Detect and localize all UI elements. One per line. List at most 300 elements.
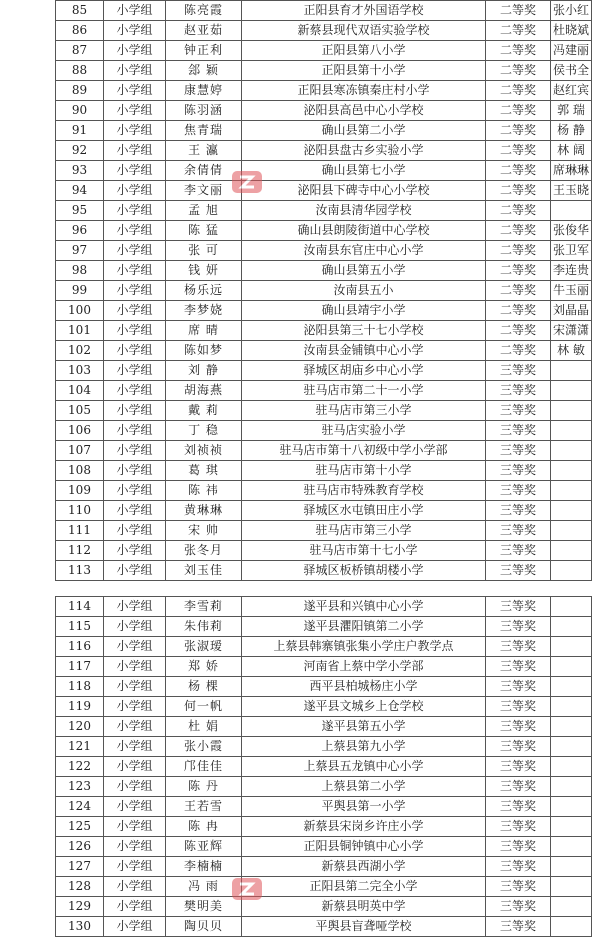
row-number: 87 [56, 41, 104, 61]
row-number: 89 [56, 81, 104, 101]
student-name: 焦青瑞 [166, 121, 242, 141]
student-name: 陈羽涵 [166, 101, 242, 121]
table-row [56, 441, 592, 461]
group-cell: 小学组 [104, 817, 166, 837]
school-name: 上蔡县五龙镇中心小学 [242, 757, 486, 777]
school-name: 驻马店市第三小学 [242, 521, 486, 541]
school-name: 上蔡县韩寨镇张集小学庄户教学点 [242, 637, 486, 657]
award-level: 二等奖 [486, 141, 551, 161]
teacher-name [551, 441, 592, 461]
student-name: 陈如梦 [166, 341, 242, 361]
group-cell: 小学组 [104, 421, 166, 441]
row-number: 88 [56, 61, 104, 81]
award-level: 三等奖 [486, 697, 551, 717]
school-name: 泌阳县高邑中心小学校 [242, 101, 486, 121]
group-cell: 小学组 [104, 241, 166, 261]
table-row [56, 421, 592, 441]
award-level: 二等奖 [486, 241, 551, 261]
table-row [56, 281, 592, 301]
award-level: 三等奖 [486, 561, 551, 581]
school-name: 汝南县清华园学校 [242, 201, 486, 221]
row-number: 93 [56, 161, 104, 181]
school-name: 泌阳县第三十七小学校 [242, 321, 486, 341]
student-name: 孟 旭 [166, 201, 242, 221]
student-name: 刘祯祯 [166, 441, 242, 461]
row-number: 109 [56, 481, 104, 501]
school-name: 驿城区水屯镇田庄小学 [242, 501, 486, 521]
award-level: 二等奖 [486, 121, 551, 141]
group-cell: 小学组 [104, 501, 166, 521]
teacher-name [551, 381, 592, 401]
student-name: 张淑瑷 [166, 637, 242, 657]
school-name: 上蔡县第九小学 [242, 737, 486, 757]
row-number: 108 [56, 461, 104, 481]
row-number: 128 [56, 877, 104, 897]
award-level: 二等奖 [486, 61, 551, 81]
teacher-name [551, 817, 592, 837]
school-name: 驿城区板桥镇胡楼小学 [242, 561, 486, 581]
teacher-name: 牛玉丽 [551, 281, 592, 301]
group-cell: 小学组 [104, 521, 166, 541]
row-number: 110 [56, 501, 104, 521]
student-name: 丁 稳 [166, 421, 242, 441]
row-number: 129 [56, 897, 104, 917]
teacher-name: 侯书全 [551, 61, 592, 81]
row-number: 117 [56, 657, 104, 677]
group-cell: 小学组 [104, 857, 166, 877]
row-number: 107 [56, 441, 104, 461]
award-level: 三等奖 [486, 521, 551, 541]
school-name: 驻马店市第十七小学 [242, 541, 486, 561]
table-row [56, 657, 592, 677]
group-cell: 小学组 [104, 637, 166, 657]
group-cell: 小学组 [104, 341, 166, 361]
row-number: 95 [56, 201, 104, 221]
table-row [56, 321, 592, 341]
table-row [56, 817, 592, 837]
teacher-name [551, 401, 592, 421]
row-number: 114 [56, 597, 104, 617]
teacher-name [551, 917, 592, 937]
student-name: 宋 帅 [166, 521, 242, 541]
group-cell: 小学组 [104, 617, 166, 637]
school-name: 泌阳县下碑寺中心小学校 [242, 181, 486, 201]
group-cell: 小学组 [104, 101, 166, 121]
award-table-bottom [55, 596, 591, 937]
student-name: 何一帆 [166, 697, 242, 717]
award-level: 三等奖 [486, 637, 551, 657]
group-cell: 小学组 [104, 361, 166, 381]
school-name: 新蔡县现代双语实验学校 [242, 21, 486, 41]
award-level: 三等奖 [486, 441, 551, 461]
student-name: 席 晴 [166, 321, 242, 341]
table-row [56, 221, 592, 241]
teacher-name [551, 717, 592, 737]
table-row [56, 837, 592, 857]
teacher-name [551, 501, 592, 521]
table-row [56, 757, 592, 777]
group-cell: 小学组 [104, 441, 166, 461]
group-cell: 小学组 [104, 161, 166, 181]
group-cell: 小学组 [104, 737, 166, 757]
group-cell: 小学组 [104, 281, 166, 301]
group-cell: 小学组 [104, 837, 166, 857]
table-row [56, 897, 592, 917]
table-row [56, 361, 592, 381]
group-cell: 小学组 [104, 21, 166, 41]
student-name: 陈 祎 [166, 481, 242, 501]
teacher-name: 宋潇潇 [551, 321, 592, 341]
row-number: 97 [56, 241, 104, 261]
table-row [56, 81, 592, 101]
school-name: 正阳县铜钟镇中心小学 [242, 837, 486, 857]
row-number: 121 [56, 737, 104, 757]
group-cell: 小学组 [104, 301, 166, 321]
school-name: 西平县柏城杨庄小学 [242, 677, 486, 697]
group-cell: 小学组 [104, 1, 166, 21]
award-level: 三等奖 [486, 381, 551, 401]
award-level: 三等奖 [486, 717, 551, 737]
table-row [56, 617, 592, 637]
row-number: 122 [56, 757, 104, 777]
group-cell: 小学组 [104, 797, 166, 817]
row-number: 112 [56, 541, 104, 561]
school-name: 驻马店市第二十一小学 [242, 381, 486, 401]
teacher-name [551, 461, 592, 481]
teacher-name [551, 597, 592, 617]
teacher-name: 李连贵 [551, 261, 592, 281]
teacher-name [551, 877, 592, 897]
row-number: 124 [56, 797, 104, 817]
student-name: 李雪莉 [166, 597, 242, 617]
award-level: 二等奖 [486, 261, 551, 281]
award-level: 二等奖 [486, 181, 551, 201]
student-name: 陈 丹 [166, 777, 242, 797]
student-name: 赵亚茹 [166, 21, 242, 41]
award-level: 三等奖 [486, 677, 551, 697]
student-name: 郐 颖 [166, 61, 242, 81]
group-cell: 小学组 [104, 461, 166, 481]
table-row [56, 541, 592, 561]
award-level: 二等奖 [486, 81, 551, 101]
award-level: 二等奖 [486, 161, 551, 181]
teacher-name: 张卫军 [551, 241, 592, 261]
award-level: 三等奖 [486, 617, 551, 637]
school-name: 遂平县第五小学 [242, 717, 486, 737]
teacher-name [551, 677, 592, 697]
student-name: 张 可 [166, 241, 242, 261]
teacher-name [551, 737, 592, 757]
student-name: 王 瀛 [166, 141, 242, 161]
teacher-name [551, 521, 592, 541]
student-name: 朱伟莉 [166, 617, 242, 637]
school-name: 上蔡县第二小学 [242, 777, 486, 797]
row-number: 127 [56, 857, 104, 877]
student-name: 郑 娇 [166, 657, 242, 677]
student-name: 刘 静 [166, 361, 242, 381]
group-cell: 小学组 [104, 401, 166, 421]
teacher-name: 林 阔 [551, 141, 592, 161]
table-row [56, 181, 592, 201]
award-level: 二等奖 [486, 41, 551, 61]
student-name: 黄琳琳 [166, 501, 242, 521]
table-row [56, 461, 592, 481]
school-name: 驻马店市第十八初级中学小学部 [242, 441, 486, 461]
award-level: 三等奖 [486, 501, 551, 521]
award-level: 三等奖 [486, 657, 551, 677]
student-name: 张冬月 [166, 541, 242, 561]
table-row [56, 241, 592, 261]
school-name: 汝南县东官庄中心小学 [242, 241, 486, 261]
student-name: 刘玉佳 [166, 561, 242, 581]
teacher-name: 冯建丽 [551, 41, 592, 61]
student-name: 冯 雨 [166, 877, 242, 897]
row-number: 85 [56, 1, 104, 21]
award-level: 三等奖 [486, 857, 551, 877]
group-cell: 小学组 [104, 481, 166, 501]
teacher-name [551, 421, 592, 441]
teacher-name [551, 361, 592, 381]
group-cell: 小学组 [104, 541, 166, 561]
table-row [56, 637, 592, 657]
school-name: 确山县朗陵街道中心学校 [242, 221, 486, 241]
teacher-name [551, 837, 592, 857]
award-level: 二等奖 [486, 201, 551, 221]
group-cell: 小学组 [104, 381, 166, 401]
row-number: 96 [56, 221, 104, 241]
table-row [56, 261, 592, 281]
student-name: 余倩倩 [166, 161, 242, 181]
student-name: 王若雪 [166, 797, 242, 817]
group-cell: 小学组 [104, 561, 166, 581]
student-name: 陈亚辉 [166, 837, 242, 857]
group-cell: 小学组 [104, 757, 166, 777]
group-cell: 小学组 [104, 877, 166, 897]
table-row [56, 597, 592, 617]
award-level: 三等奖 [486, 797, 551, 817]
group-cell: 小学组 [104, 917, 166, 937]
table-row [56, 797, 592, 817]
table-row [56, 21, 592, 41]
group-cell: 小学组 [104, 121, 166, 141]
group-cell: 小学组 [104, 677, 166, 697]
teacher-name [551, 637, 592, 657]
teacher-name: 张俊华 [551, 221, 592, 241]
page-break [0, 588, 600, 596]
row-number: 100 [56, 301, 104, 321]
award-level: 三等奖 [486, 837, 551, 857]
school-name: 河南省上蔡中学小学部 [242, 657, 486, 677]
student-name: 康慧婷 [166, 81, 242, 101]
award-level: 二等奖 [486, 101, 551, 121]
school-name: 正阳县育才外国语学校 [242, 1, 486, 21]
row-number: 118 [56, 677, 104, 697]
award-level: 三等奖 [486, 597, 551, 617]
school-name: 确山县第二小学 [242, 121, 486, 141]
row-number: 91 [56, 121, 104, 141]
school-name: 汝南县五小 [242, 281, 486, 301]
group-cell: 小学组 [104, 221, 166, 241]
teacher-name: 赵红宾 [551, 81, 592, 101]
table-row [56, 857, 592, 877]
school-name: 确山县第五小学 [242, 261, 486, 281]
award-level: 三等奖 [486, 817, 551, 837]
school-name: 确山县第七小学 [242, 161, 486, 181]
teacher-name: 席琳琳 [551, 161, 592, 181]
award-level: 二等奖 [486, 221, 551, 241]
student-name: 戴 莉 [166, 401, 242, 421]
table-row [56, 501, 592, 521]
student-name: 陈 猛 [166, 221, 242, 241]
table-row [56, 917, 592, 937]
school-name: 驿城区胡庙乡中心小学 [242, 361, 486, 381]
row-number: 113 [56, 561, 104, 581]
table-row [56, 41, 592, 61]
school-name: 遂平县文城乡上仓学校 [242, 697, 486, 717]
student-name: 李梦娆 [166, 301, 242, 321]
table-row [56, 521, 592, 541]
table-row [56, 401, 592, 421]
award-level: 二等奖 [486, 281, 551, 301]
teacher-name [551, 697, 592, 717]
row-number: 126 [56, 837, 104, 857]
student-name: 杜 娟 [166, 717, 242, 737]
teacher-name [551, 797, 592, 817]
group-cell: 小学组 [104, 777, 166, 797]
award-level: 三等奖 [486, 401, 551, 421]
school-name: 正阳县第八小学 [242, 41, 486, 61]
row-number: 86 [56, 21, 104, 41]
group-cell: 小学组 [104, 697, 166, 717]
group-cell: 小学组 [104, 61, 166, 81]
award-level: 二等奖 [486, 21, 551, 41]
group-cell: 小学组 [104, 201, 166, 221]
award-level: 三等奖 [486, 877, 551, 897]
award-level: 三等奖 [486, 757, 551, 777]
school-name: 驻马店实验小学 [242, 421, 486, 441]
table-row [56, 141, 592, 161]
table-row [56, 777, 592, 797]
award-level: 三等奖 [486, 361, 551, 381]
teacher-name [551, 897, 592, 917]
student-name: 葛 琪 [166, 461, 242, 481]
group-cell: 小学组 [104, 141, 166, 161]
school-name: 新蔡县宋岗乡许庄小学 [242, 817, 486, 837]
award-level: 三等奖 [486, 421, 551, 441]
student-name: 钱 妍 [166, 261, 242, 281]
student-name: 钟正利 [166, 41, 242, 61]
teacher-name: 林 敏 [551, 341, 592, 361]
table-row [56, 201, 592, 221]
award-table-top [55, 0, 591, 581]
school-name: 泌阳县盘古乡实验小学 [242, 141, 486, 161]
table-row [56, 1, 592, 21]
row-number: 106 [56, 421, 104, 441]
student-name: 邝佳佳 [166, 757, 242, 777]
row-number: 115 [56, 617, 104, 637]
table-row [56, 101, 592, 121]
group-cell: 小学组 [104, 41, 166, 61]
teacher-name: 杜晓斌 [551, 21, 592, 41]
student-name: 胡海燕 [166, 381, 242, 401]
school-name: 驻马店市第十小学 [242, 461, 486, 481]
teacher-name: 刘晶晶 [551, 301, 592, 321]
teacher-name: 张小红 [551, 1, 592, 21]
row-number: 98 [56, 261, 104, 281]
teacher-name: 杨 静 [551, 121, 592, 141]
award-level: 三等奖 [486, 737, 551, 757]
row-number: 120 [56, 717, 104, 737]
school-name: 正阳县寒冻镇秦庄村小学 [242, 81, 486, 101]
teacher-name [551, 777, 592, 797]
table-row [56, 301, 592, 321]
table-row [56, 61, 592, 81]
school-name: 正阳县第十小学 [242, 61, 486, 81]
teacher-name: 王玉晓 [551, 181, 592, 201]
table-row [56, 561, 592, 581]
row-number: 105 [56, 401, 104, 421]
teacher-name [551, 541, 592, 561]
award-level: 三等奖 [486, 481, 551, 501]
award-level: 三等奖 [486, 897, 551, 917]
award-level: 二等奖 [486, 321, 551, 341]
table-row [56, 121, 592, 141]
row-number: 116 [56, 637, 104, 657]
row-number: 104 [56, 381, 104, 401]
group-cell: 小学组 [104, 321, 166, 341]
teacher-name [551, 201, 592, 221]
student-name: 李文丽 [166, 181, 242, 201]
award-level: 二等奖 [486, 1, 551, 21]
award-level: 二等奖 [486, 301, 551, 321]
school-name: 确山县靖宇小学 [242, 301, 486, 321]
table-row [56, 481, 592, 501]
school-name: 平舆县第一小学 [242, 797, 486, 817]
row-number: 94 [56, 181, 104, 201]
teacher-name [551, 657, 592, 677]
teacher-name: 郭 瑞 [551, 101, 592, 121]
school-name: 遂平县和兴镇中心小学 [242, 597, 486, 617]
row-number: 119 [56, 697, 104, 717]
table-row [56, 877, 592, 897]
teacher-name [551, 757, 592, 777]
student-name: 杨乐远 [166, 281, 242, 301]
school-name: 平舆县盲聋哑学校 [242, 917, 486, 937]
school-name: 驻马店市特殊教育学校 [242, 481, 486, 501]
row-number: 130 [56, 917, 104, 937]
teacher-name [551, 617, 592, 637]
group-cell: 小学组 [104, 657, 166, 677]
row-number: 125 [56, 817, 104, 837]
row-number: 99 [56, 281, 104, 301]
teacher-name [551, 561, 592, 581]
group-cell: 小学组 [104, 897, 166, 917]
group-cell: 小学组 [104, 261, 166, 281]
award-level: 二等奖 [486, 341, 551, 361]
table-row [56, 697, 592, 717]
table-row [56, 161, 592, 181]
student-name: 樊明美 [166, 897, 242, 917]
school-name: 驻马店市第三小学 [242, 401, 486, 421]
award-level: 三等奖 [486, 917, 551, 937]
row-number: 101 [56, 321, 104, 341]
student-name: 陈亮霞 [166, 1, 242, 21]
award-level: 三等奖 [486, 541, 551, 561]
row-number: 102 [56, 341, 104, 361]
student-name: 张小霞 [166, 737, 242, 757]
table-row [56, 737, 592, 757]
student-name: 陶贝贝 [166, 917, 242, 937]
